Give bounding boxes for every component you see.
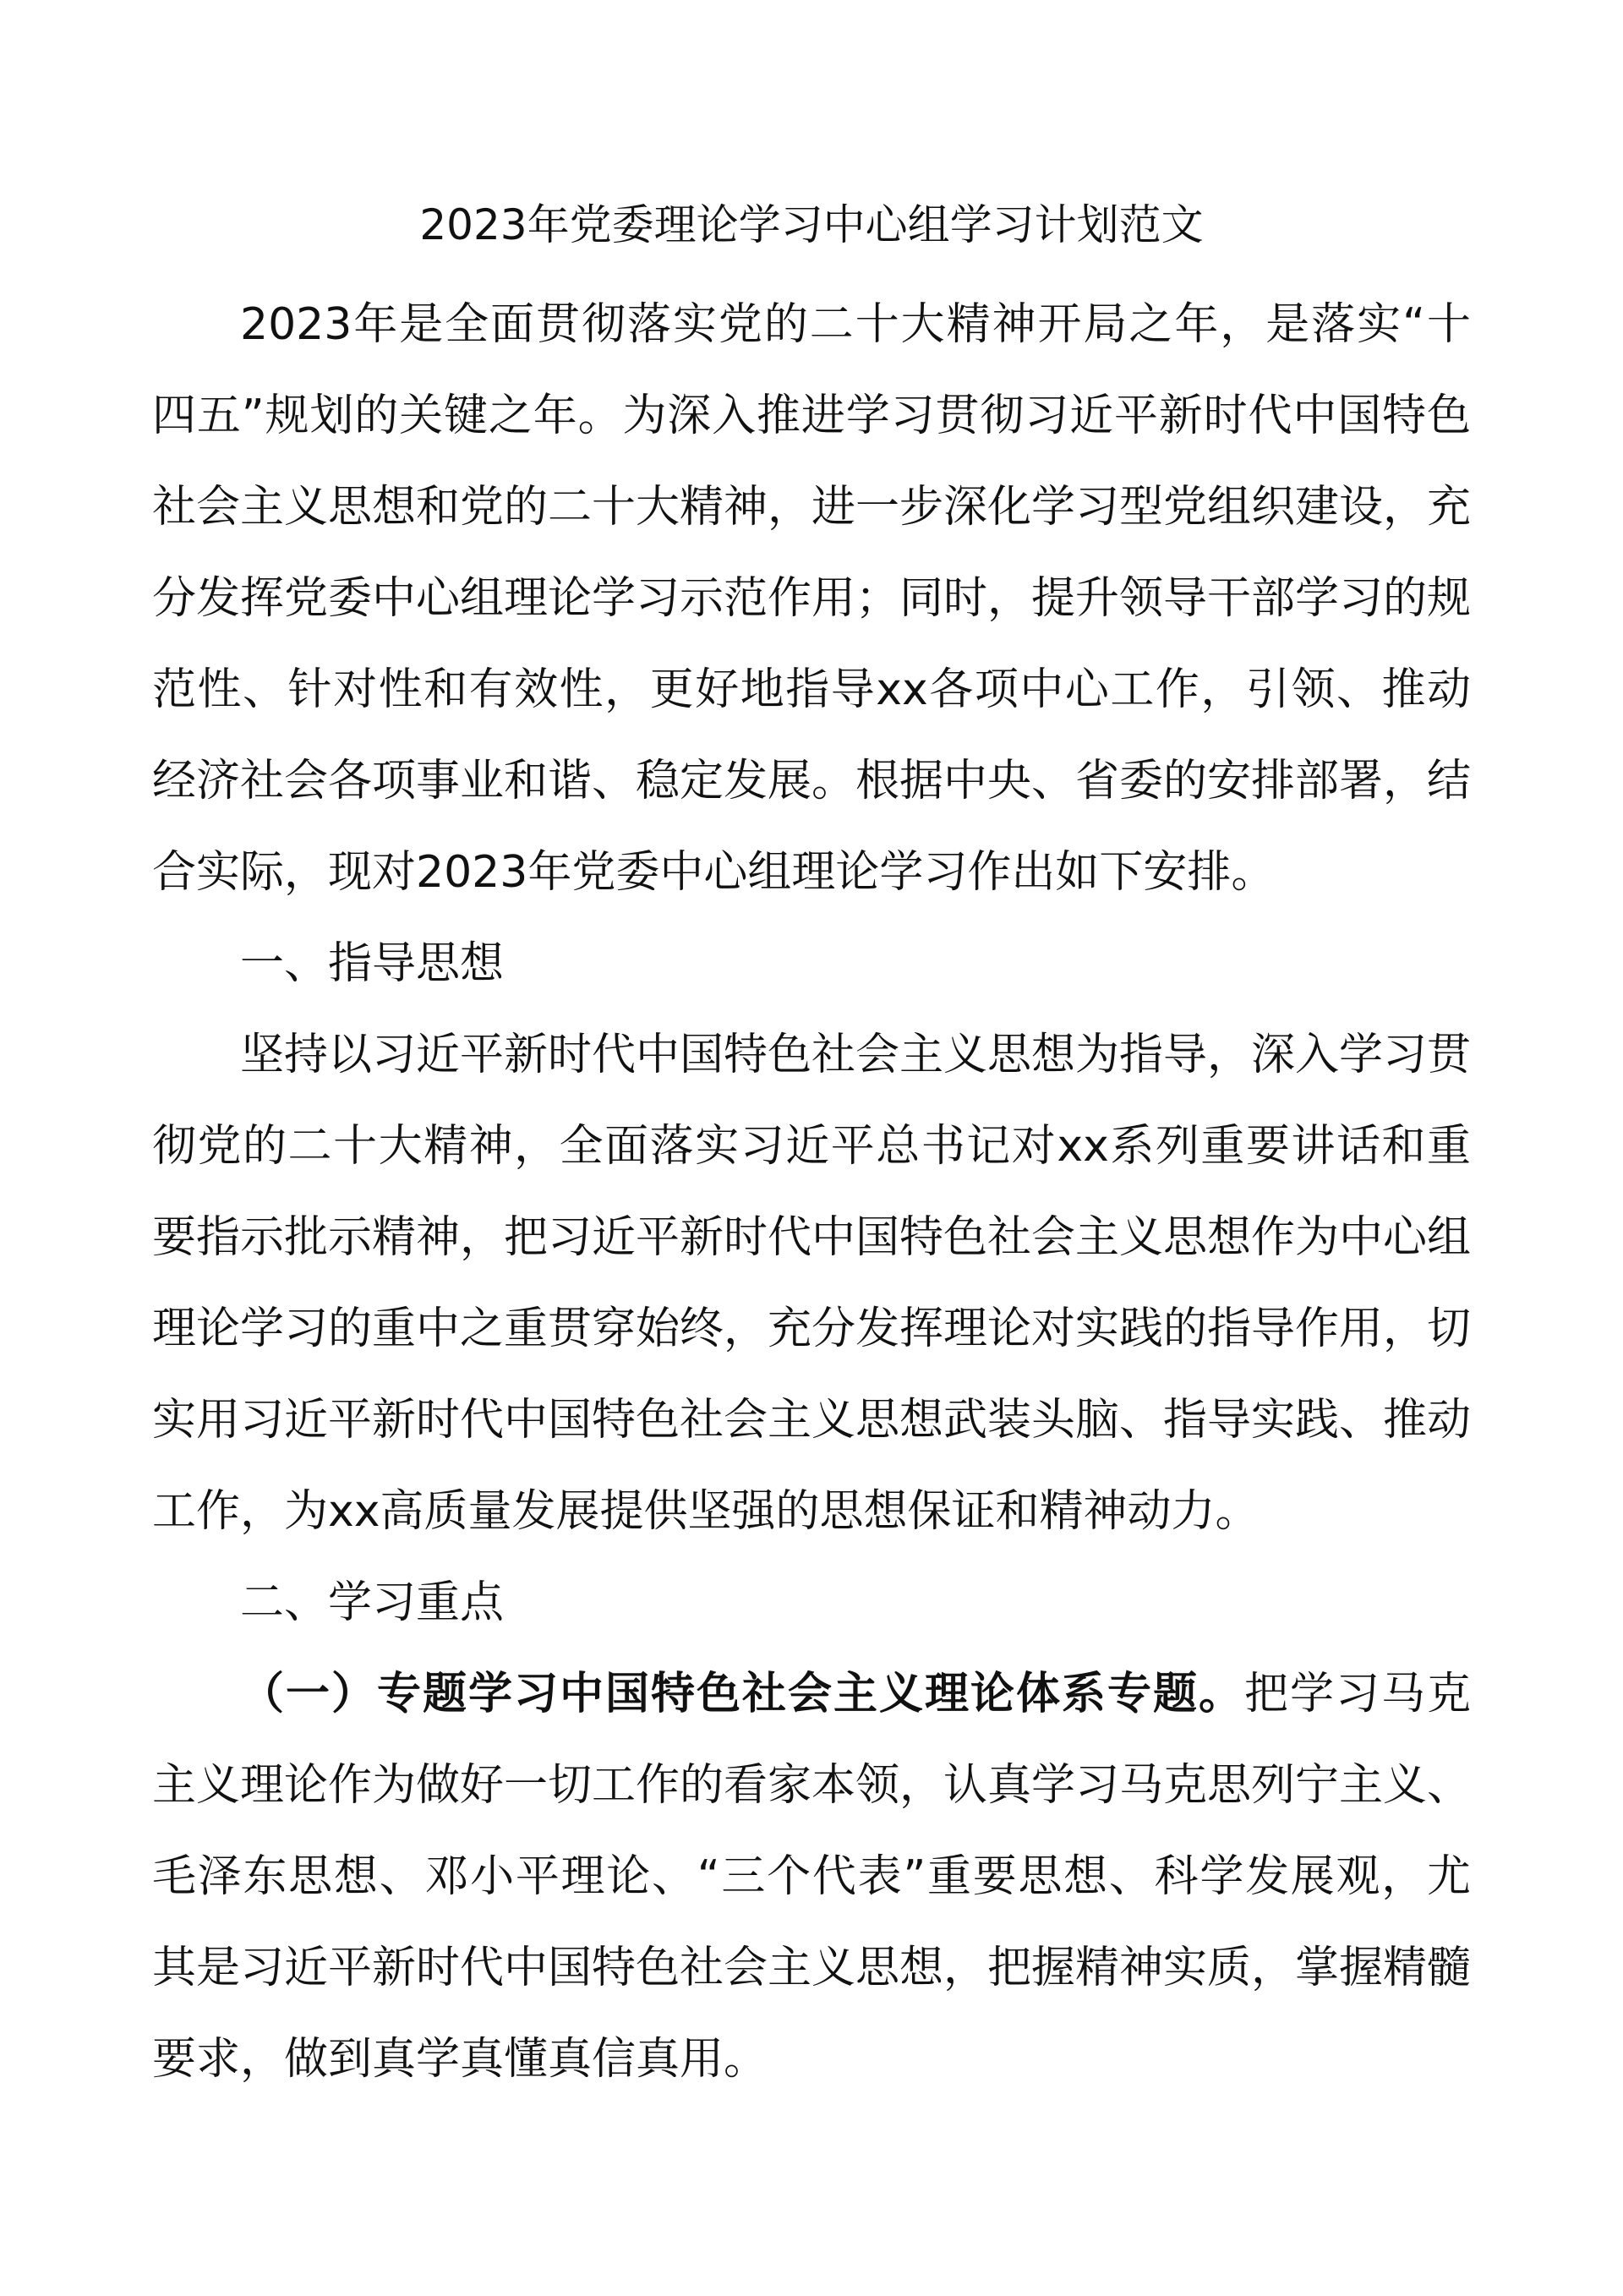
study-focus-item-1 <box>152 1648 1471 2105</box>
intro-paragraph: 2023年是全面贯彻落实党的二十大精神开局之年，是落实“十四五”规划的关键之年。为深入推进学习贯彻习近平新时代中国特色社会主义思想和党的二十大精神，进一步深化学习型党组织建设，充分发挥党委中心组理论学习示范作用；同时，提升领导干部学习的规范性、针对性和有效性，更好地指导xx各项中心工作，引领、推动经济社会各项事业和谐、稳定发展。根据中央、省委的安排部署，结合实际，现对2023年党委中心组理论学习作出如下安排。 <box>152 299 1472 898</box>
item-1-lead: （一）专题学习中国特色社会主义理论体系专题。 <box>240 1669 1244 1719</box>
document-body <box>152 279 1471 2105</box>
section-heading-study-focus: 二、学习重点 <box>240 1577 505 1628</box>
section-heading-guiding-ideology: 一、指导思想 <box>240 938 505 989</box>
guiding-ideology-paragraph: 坚持以习近平新时代中国特色社会主义思想为指导，深入学习贯彻党的二十大精神，全面落实习近平总书记对xx系列重要讲话和重要指示批示精神，把习近平新时代中国特色社会主义思想作为中心组理论学习的重中之重贯穿始终，充分发挥理论对实践的指导作用，切实用习近平新时代中国特色社会主义思想武装头脑、指导实践、推动工作，为xx高质量发展提供坚强的思想保证和精神动力。 <box>152 1030 1472 1537</box>
document-title: 2023年党委理论学习中心组学习计划范文 <box>419 200 1204 249</box>
item-1-body: 把学习马克主义理论作为做好一切工作的看家本领，认真学习马克思列宁主义、毛泽东思想、邓小平理论、“三个代表”重要思想、科学发展观，尤其是习近平新时代中国特色社会主义思想，把握精神实质，掌握精髓要求，做到真学真懂真信真用。 <box>152 1669 1472 2085</box>
